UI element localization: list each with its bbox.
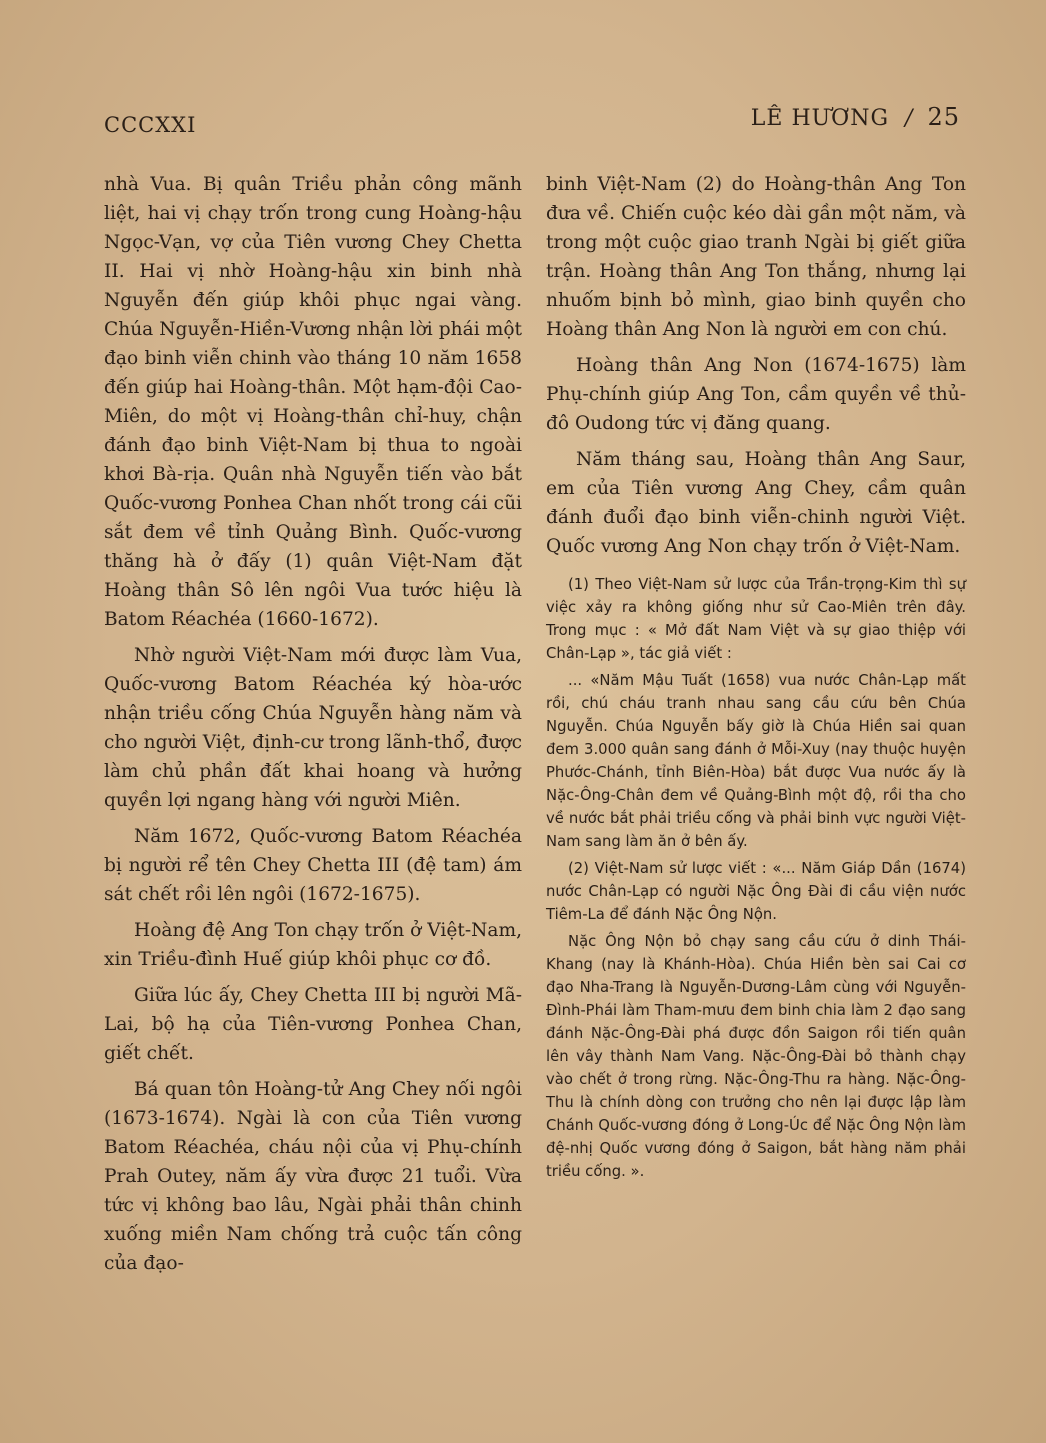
running-header	[751, 103, 960, 131]
page-number: 25	[927, 103, 960, 131]
footnote-quote: ... «Năm Mậu Tuất (1658) vua nước Chân-Lạp mất rồi, chú cháu tranh nhau sang cầu cứu bên Chúa Nguyễn. Chúa Nguyễn bấy giờ là Chúa Hiền sai quan đem 3.000 quân sang đánh ở Mỗi-Xuy (nay thuộc huyện Phước-Chánh, tỉnh Biên-Hòa) bắt được Vua nước ấy là Nặc-Ông-Chân đem về Quảng-Bình một độ, rồi tha cho về nước bắt phải triều cống và phải binh vực người Việt-Nam sang làm ăn ở bên ấy.	[546, 672, 966, 850]
right-column	[546, 170, 966, 1187]
paragraph: Hoàng đệ Ang Ton chạy trốn ở Việt-Nam, xin Triều-đình Huế giúp khôi phục cơ đồ.	[104, 920, 522, 970]
paragraph: Năm tháng sau, Hoàng thân Ang Saur, em của Tiên vương Ang Chey, cầm quân đánh đuổi đạo binh viễn-chinh người Việt. Quốc vương Ang Non chạy trốn ở Việt-Nam.	[546, 449, 966, 557]
paragraph: Năm 1672, Quốc-vương Batom Réachéa bị người rể tên Chey Chetta III (đệ tam) ám sát chết rồi lên ngôi (1672-1675).	[104, 826, 522, 905]
footnote-quote: Nặc Ông Nộn bỏ chạy sang cầu cứu ở dinh Thái-Khang (nay là Khánh-Hòa). Chúa Hiền bèn sai Cai cơ đạo Nha-Trang là Nguyễn-Dương-Lâm cùng với Nguyễn-Đình-Phái làm Tham-mưu đem binh chia làm 2 đạo sang đánh Nặc-Ông-Đài phá được đồn Saigon rồi tiến quân lên vây thành Nam Vang. Nặc-Ông-Đài bỏ thành chạy vào chết ở trong rừng. Nặc-Ông-Thu ra hàng. Nặc-Ông-Thu là chính dòng con trưởng cho nên lại được lập làm Chánh Quốc-vương đóng ở Long-Úc để Nặc Ông Nộn làm đệ-nhị Quốc vương đóng ở Saigon, bắt hàng năm phải triều cống. ».	[546, 933, 966, 1180]
paragraph: Hoàng thân Ang Non (1674-1675) làm Phụ-chính giúp Ang Ton, cầm quyền về thủ-đô Oudong tức vị đăng quang.	[546, 355, 966, 434]
section-number: CCCXXI	[104, 113, 197, 137]
paragraph: binh Việt-Nam (2) do Hoàng-thân Ang Ton đưa về. Chiến cuộc kéo dài gần một năm, và trong một cuộc giao tranh Ngài bị giết giữa trận. Hoàng thân Ang Ton thắng, nhưng lại nhuốm bịnh bỏ mình, giao binh quyền cho Hoàng thân Ang Non là người em con chú.	[546, 174, 966, 340]
header-separator: /	[905, 106, 914, 131]
paragraph: Bá quan tôn Hoàng-tử Ang Chey nối ngôi (1673-1674). Ngài là con của Tiên vương Batom Réachéa, cháu nội của vị Phụ-chính Prah Outey, năm ấy vừa được 21 tuổi. Vừa tức vị không bao lâu, Ngài phải thân chinh xuống miền Nam chống trả cuộc tấn công của đạo-	[104, 1079, 522, 1274]
paragraph: Nhờ người Việt-Nam mới được làm Vua, Quốc-vương Batom Réachéa ký hòa-ước nhận triều cống Chúa Nguyễn hàng năm và cho người Việt, định-cư trong lãnh-thổ, được làm chủ phần đất khai hoang và hưởng quyền lợi ngang hàng với người Miên.	[104, 645, 522, 811]
left-column	[104, 170, 522, 1285]
paragraph: Giữa lúc ấy, Chey Chetta III bị người Mã-Lai, bộ hạ của Tiên-vương Ponhea Chan, giết chết.	[104, 985, 522, 1064]
footnotes	[546, 573, 966, 1183]
paragraph: nhà Vua. Bị quân Triều phản công mãnh liệt, hai vị chạy trốn trong cung Hoàng-hậu Ngọc-Vạn, vợ của Tiên vương Chey Chetta II. Hai vị nhờ Hoàng-hậu xin binh nhà Nguyễn đến giúp khôi phục ngai vàng. Chúa Nguyễn-Hiền-Vương nhận lời phái một đạo binh viễn chinh vào tháng 10 năm 1658 đến giúp hai Hoàng-thân. Một hạm-đội Cao-Miên, do một vị Hoàng-thân chỉ-huy, chận đánh đạo binh Việt-Nam bị thua to ngoài khơi Bà-rịa. Quân nhà Nguyễn tiến vào bắt Quốc-vương Ponhea Chan nhốt trong cái cũi sắt đem về tỉnh Quảng Bình. Quốc-vương thăng hà ở đấy (1) quân Việt-Nam đặt Hoàng thân Sô lên ngôi Vua tước hiệu là Batom Réachéa (1660-1672).	[104, 174, 522, 630]
footnote: (1) Theo Việt-Nam sử lược của Trần-trọng-Kim thì sự việc xảy ra không giống như sử Cao-Miên trên đây. Trong mục : « Mở đất Nam Việt và sự giao thiệp với Chân-Lạp », tác giả viết :	[546, 576, 966, 662]
footnote: (2) Việt-Nam sử lược viết : «... Năm Giáp Dần (1674) nước Chân-Lạp có người Nặc Ông Đài đi cầu viện nước Tiêm-La để đánh Nặc Ông Nộn.	[546, 860, 966, 923]
author-name: LÊ HƯƠNG	[750, 106, 890, 131]
